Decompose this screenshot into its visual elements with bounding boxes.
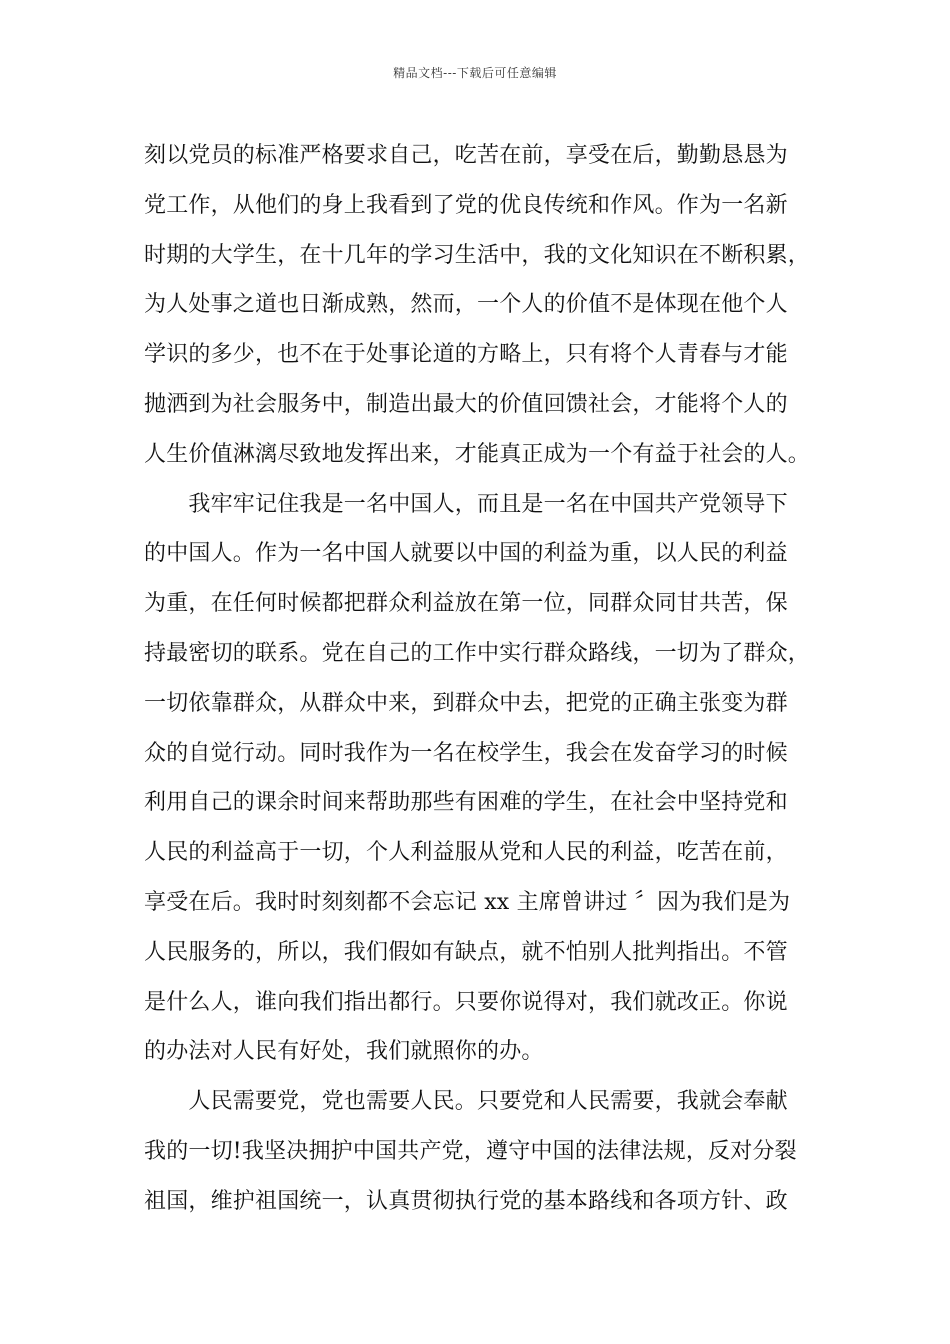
text-line: 抛洒到为社会服务中，制造出最大的价值回馈社会，才能将个人的 [144, 391, 788, 417]
text-line: 刻以党员的标准严格要求自己，吃苦在前，享受在后，勤勤恳恳为 [144, 143, 788, 168]
paragraph-1 [144, 131, 824, 480]
document-body [144, 131, 824, 1227]
text-line: 人民服务的，所以，我们假如有缺点，就不怕别人批判指出。不管 [144, 939, 788, 965]
text-line: 众的自觉行动。同时我作为一名在校学生，我会在发奋学习的时候 [144, 740, 788, 766]
text-line: 人民需要党，党也需要人民。只要党和人民需要，我就会奉献 [144, 1089, 788, 1115]
text-line: 的办法对人民有好处，我们就照你的办。 [144, 1039, 544, 1065]
text-line: 我牢牢记住我是一名中国人，而且是一名在中国共产党领导下 [144, 491, 788, 517]
paragraph-3 [144, 1077, 824, 1226]
text-line: 一切依靠群众，从群众中来，到群众中去，把党的正确主张变为群 [144, 690, 788, 716]
page-header: 精品文档---下载后可任意编辑 [393, 66, 557, 80]
text-line: 人生价值淋漓尽致地发挥出来，才能真正成为一个有益于社会的人。 [144, 441, 811, 467]
text-line: 人民的利益高于一切，个人利益服从党和人民的利益，吃苦在前， [144, 840, 788, 866]
text-line: 学识的多少，也不在于处事论道的方略上，只有将个人青春与才能 [144, 342, 788, 368]
text-line: 时期的大学生，在十几年的学习生活中，我的文化知识在不断积累， [144, 242, 811, 268]
text-line: 的中国人。作为一名中国人就要以中国的利益为重，以人民的利益 [144, 541, 788, 567]
text-line: 为人处事之道也日渐成熟，然而，一个人的价值不是体现在他个人 [144, 292, 788, 318]
text-line: 利用自己的课余时间来帮助那些有困难的学生，在社会中坚持党和 [144, 790, 788, 816]
text-line: 持最密切的联系。党在自己的工作中实行群众路线，一切为了群众， [144, 640, 811, 666]
text-line: 我的一切!我坚决拥护中国共产党，遵守中国的法律法规，反对分裂 [144, 1138, 797, 1164]
text-line: 享受在后。我时时刻刻都不会忘记 xx 主席曾讲过 〞因为我们是为 [144, 889, 791, 915]
text-line: 为重，在任何时候都把群众利益放在第一位，同群众同甘共苦，保 [144, 591, 788, 617]
text-line: 党工作，从他们的身上我看到了党的优良传统和作风。作为一名新 [144, 192, 788, 218]
text-line: 是什么人，谁向我们指出都行。只要你说得对，我们就改正。你说 [144, 989, 788, 1015]
paragraph-2 [144, 480, 824, 1078]
text-line: 祖国，维护祖国统一，认真贯彻执行党的基本路线和各项方针、政 [144, 1188, 788, 1214]
